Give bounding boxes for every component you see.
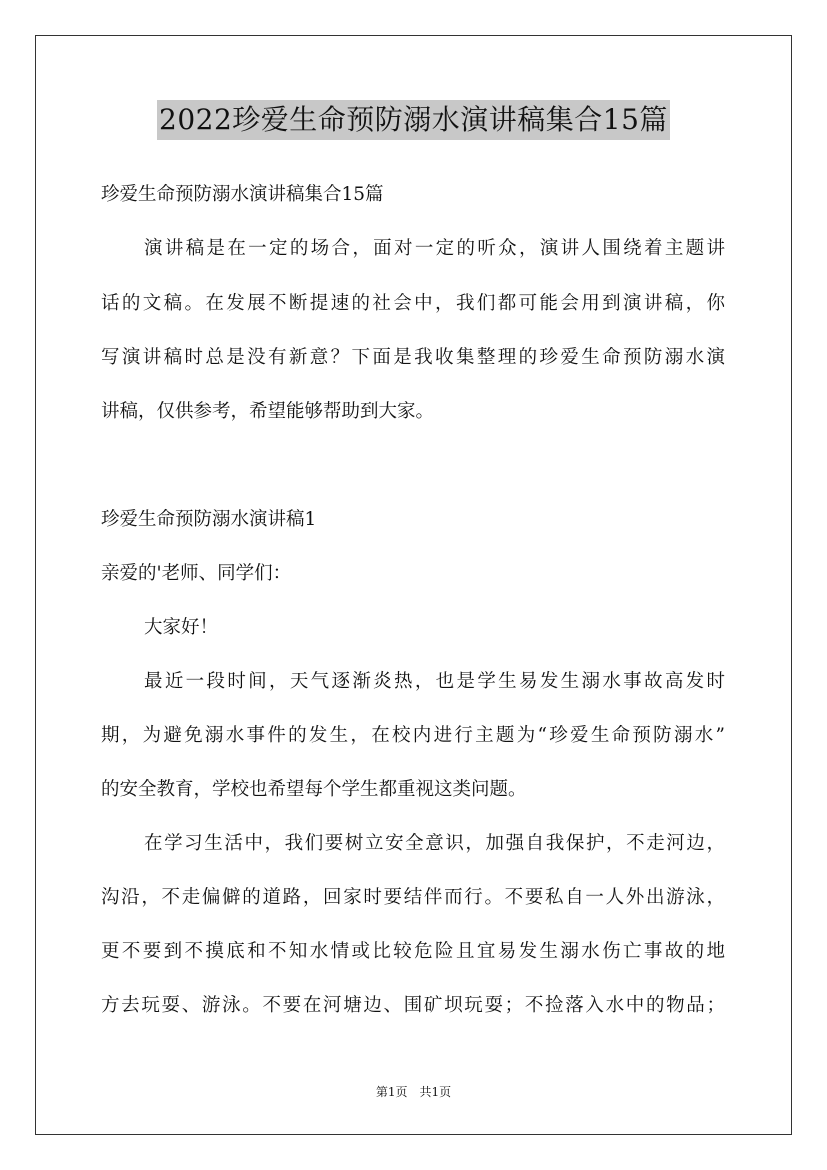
paragraph1-line-3: 的安全教育，学校也希望每个学生都重视这类问题。 (101, 779, 527, 800)
intro-line-1: 演讲稿是在一定的场合，面对一定的听众，演讲人围绕着主题讲 (144, 238, 725, 259)
salutation: 亲爱的'老师、同学们： (101, 563, 292, 584)
section-heading: 珍爱生命预防溺水演讲稿1 (101, 509, 317, 530)
title-container (0, 100, 827, 140)
intro-line-4: 讲稿，仅供参考，希望能够帮助到大家。 (101, 401, 435, 422)
paragraph1-line-2: 期，为避免溺水事件的发生，在校内进行主题为“珍爱生命预防溺水” (101, 725, 725, 746)
paragraph2-line-2: 沟沿，不走偏僻的道路，回家时要结伴而行。不要私自一人外出游泳， (101, 887, 725, 908)
paragraph2-line-4: 方去玩耍、游泳。不要在河塘边、围矿坝玩耍；不捡落入水中的物品； (101, 995, 725, 1016)
greeting: 大家好！ (144, 617, 219, 638)
intro-line-3: 写演讲稿时总是没有新意？下面是我收集整理的珍爱生命预防溺水演 (101, 347, 725, 368)
paragraph2-line-3: 更不要到不摸底和不知水情或比较危险且宜易发生溺水伤亡事故的地 (101, 941, 725, 962)
paragraph1-line-1: 最近一段时间，天气逐渐炎热，也是学生易发生溺水事故高发时 (144, 671, 725, 692)
document-title: 2022珍爱生命预防溺水演讲稿集合15篇 (157, 100, 670, 140)
paragraph2-line-1: 在学习生活中，我们要树立安全意识，加强自我保护，不走河边， (144, 833, 725, 854)
intro-line-2: 话的文稿。在发展不断提速的社会中，我们都可能会用到演讲稿，你 (101, 293, 725, 314)
page-footer: 第1页 共1页 (375, 1085, 452, 1099)
document-subtitle: 珍爱生命预防溺水演讲稿集合15篇 (101, 184, 384, 205)
